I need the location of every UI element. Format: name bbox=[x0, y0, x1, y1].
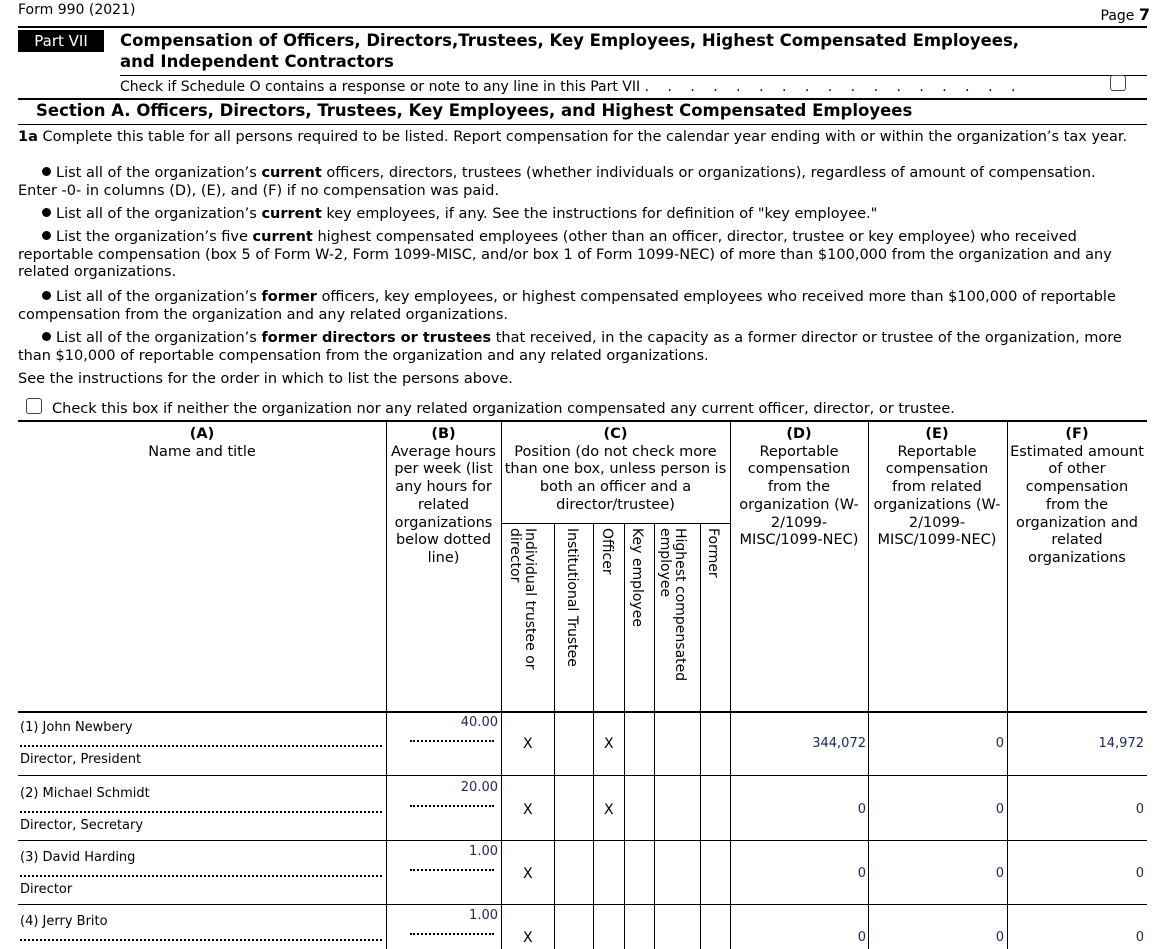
bullet-icon bbox=[42, 208, 51, 217]
table-top-rule bbox=[18, 420, 1147, 422]
row-1-comp-f: 14,972 bbox=[1098, 736, 1144, 751]
row-3-hours: 1.00 bbox=[469, 844, 498, 859]
row-4-comp-e: 0 bbox=[995, 930, 1004, 945]
row-2-officer-mark: X bbox=[604, 802, 614, 818]
part-title: Compensation of Officers, Directors,Trustees, Key Employees, Highest Compensated Employees, and Independent Contractors bbox=[120, 31, 1020, 71]
row-4-comp-d: 0 bbox=[857, 930, 866, 945]
row-4-individual-trustee-mark: X bbox=[523, 930, 533, 946]
row-1-dotted-line bbox=[20, 745, 382, 747]
col-divider-a bbox=[386, 421, 387, 949]
row-3-rule bbox=[18, 904, 1147, 905]
page-number: Page 7 bbox=[1100, 5, 1150, 24]
form-number: Form 990 (2021) bbox=[18, 2, 136, 18]
instruction-see: See the instructions for the order in which to list the persons above. bbox=[18, 371, 513, 387]
table-header-rule bbox=[18, 711, 1147, 713]
position-subheader-rule bbox=[501, 523, 730, 524]
row-1-title: Director, President bbox=[20, 752, 142, 767]
column-b-header: (B) Average hours per week (list any hours for related organizations below dotted line) bbox=[391, 426, 496, 566]
pos-divider-2 bbox=[593, 523, 594, 949]
row-1-hours: 40.00 bbox=[460, 715, 498, 730]
row-4-dotted-line bbox=[20, 939, 382, 941]
bullet-icon bbox=[42, 291, 51, 300]
pos-divider-3 bbox=[624, 523, 625, 949]
col-divider-d bbox=[868, 421, 869, 949]
row-2-dotted-line bbox=[20, 811, 382, 813]
instruction-bullet-3: List the organization’s five current highest compensated employees (other than an officer, director, trustee or key employee) who received reportable compensation (box 5 of Form W-2, Form 1099-MISC, and/or box 1 of Form 1099-NEC) of more than $100,000 from the organization and any related organizations. bbox=[18, 229, 1112, 280]
instruction-bullet-4: List all of the organization’s former officers, key employees, or highest compensated employees who received more than $100,000 of reportable compensation from the organization and any related organizations. bbox=[18, 289, 1116, 323]
row-4-comp-f: 0 bbox=[1135, 930, 1144, 945]
row-1-rule bbox=[18, 775, 1147, 776]
schedule-o-checkbox[interactable] bbox=[1110, 75, 1126, 91]
row-4-name: (4) Jerry Brito bbox=[20, 914, 108, 929]
column-e-header: (E) Reportable compensation from related organizations (W-2/1099-MISC/1099-NEC) bbox=[873, 426, 1001, 549]
bullet-icon bbox=[42, 332, 51, 341]
row-2-comp-d: 0 bbox=[857, 802, 866, 817]
row-2-name: (2) Michael Schmidt bbox=[20, 786, 150, 801]
row-3-title: Director bbox=[20, 882, 73, 897]
neither-compensated-checkbox[interactable] bbox=[26, 398, 42, 414]
row-3-comp-f: 0 bbox=[1135, 866, 1144, 881]
instruction-bullet-1: List all of the organization’s current officers, directors, trustees (whether individuals or organizations), regardless of amount of compensation. Enter -0- in columns (D), (E), and (F) if no compensation was paid. bbox=[18, 165, 1096, 199]
row-1-individual-trustee-mark: X bbox=[523, 736, 533, 752]
schedule-o-instruction: Check if Schedule O contains a response or note to any line in this Part VII . . . . . . . . . . . . . . . . . bbox=[120, 79, 1023, 95]
row-2-rule bbox=[18, 840, 1147, 841]
part-label: Part VII bbox=[18, 30, 104, 52]
top-rule bbox=[18, 26, 1147, 28]
position-key-employee: Key employee bbox=[629, 528, 645, 627]
row-1-hours-dotted-line bbox=[410, 740, 494, 742]
row-3-individual-trustee-mark: X bbox=[523, 866, 533, 882]
position-officer: Officer bbox=[599, 528, 615, 575]
bullet-icon bbox=[42, 167, 51, 176]
position-highest-compensated: Highest compensated employee bbox=[657, 528, 688, 682]
row-2-comp-e: 0 bbox=[995, 802, 1004, 817]
row-1-officer-mark: X bbox=[604, 736, 614, 752]
row-2-title: Director, Secretary bbox=[20, 818, 144, 833]
col-divider-c bbox=[730, 421, 731, 949]
row-1-comp-d: 344,072 bbox=[812, 736, 866, 751]
position-former: Former bbox=[705, 528, 721, 578]
row-3-hours-dotted-line bbox=[410, 869, 494, 871]
row-3-comp-d: 0 bbox=[857, 866, 866, 881]
row-1-name: (1) John Newbery bbox=[20, 720, 133, 735]
row-2-individual-trustee-mark: X bbox=[523, 802, 533, 818]
row-3-dotted-line bbox=[20, 875, 382, 877]
column-f-header: (F) Estimated amount of other compensation from the organization and related organizations bbox=[1010, 426, 1144, 566]
section-a-title: Section A. Officers, Directors, Trustees, Key Employees, and Highest Compensated Employees bbox=[36, 101, 913, 120]
part-title-rule bbox=[120, 75, 1147, 76]
row-2-hours-dotted-line bbox=[410, 805, 494, 807]
pos-divider-4 bbox=[654, 523, 655, 949]
row-4-hours: 1.00 bbox=[469, 908, 498, 923]
neither-compensated-label: Check this box if neither the organization nor any related organization compensated any current officer, director, or trustee. bbox=[52, 401, 955, 417]
col-divider-e bbox=[1007, 421, 1008, 949]
position-institutional-trustee: Institutional Trustee bbox=[564, 528, 580, 667]
position-individual-trustee: Individual trustee or director bbox=[507, 528, 538, 670]
instruction-1a: 1a Complete this table for all persons required to be listed. Report compensation for the calendar year ending with or within the organization’s tax year. bbox=[18, 129, 1128, 145]
row-3-name: (3) David Harding bbox=[20, 850, 136, 865]
bullet-icon bbox=[42, 231, 51, 240]
instruction-bullet-2: List all of the organization’s current key employees, if any. See the instructions for definition of "key employee." bbox=[18, 206, 1128, 224]
row-4-hours-dotted-line bbox=[410, 933, 494, 935]
section-rule bbox=[18, 98, 1147, 100]
column-d-header: (D) Reportable compensation from the organization (W-2/1099-MISC/1099-NEC) bbox=[739, 426, 859, 549]
section-a-rule bbox=[18, 124, 1147, 125]
row-2-hours: 20.00 bbox=[460, 780, 498, 795]
instruction-bullet-5: List all of the organization’s former directors or trustees that received, in the capacity as a former director or trustee of the organization, more than $10,000 of reportable compensation from the organization and any related organizations. bbox=[18, 330, 1122, 364]
column-a-header: (A) Name and title bbox=[148, 426, 256, 460]
row-1-comp-e: 0 bbox=[995, 736, 1004, 751]
pos-divider-5 bbox=[700, 523, 701, 949]
col-divider-b bbox=[501, 421, 502, 949]
column-c-header: (C) Position (do not check more than one box, unless person is both an officer and a director/trustee) bbox=[504, 426, 727, 513]
row-3-comp-e: 0 bbox=[995, 866, 1004, 881]
pos-divider-1 bbox=[554, 523, 555, 949]
row-2-comp-f: 0 bbox=[1135, 802, 1144, 817]
